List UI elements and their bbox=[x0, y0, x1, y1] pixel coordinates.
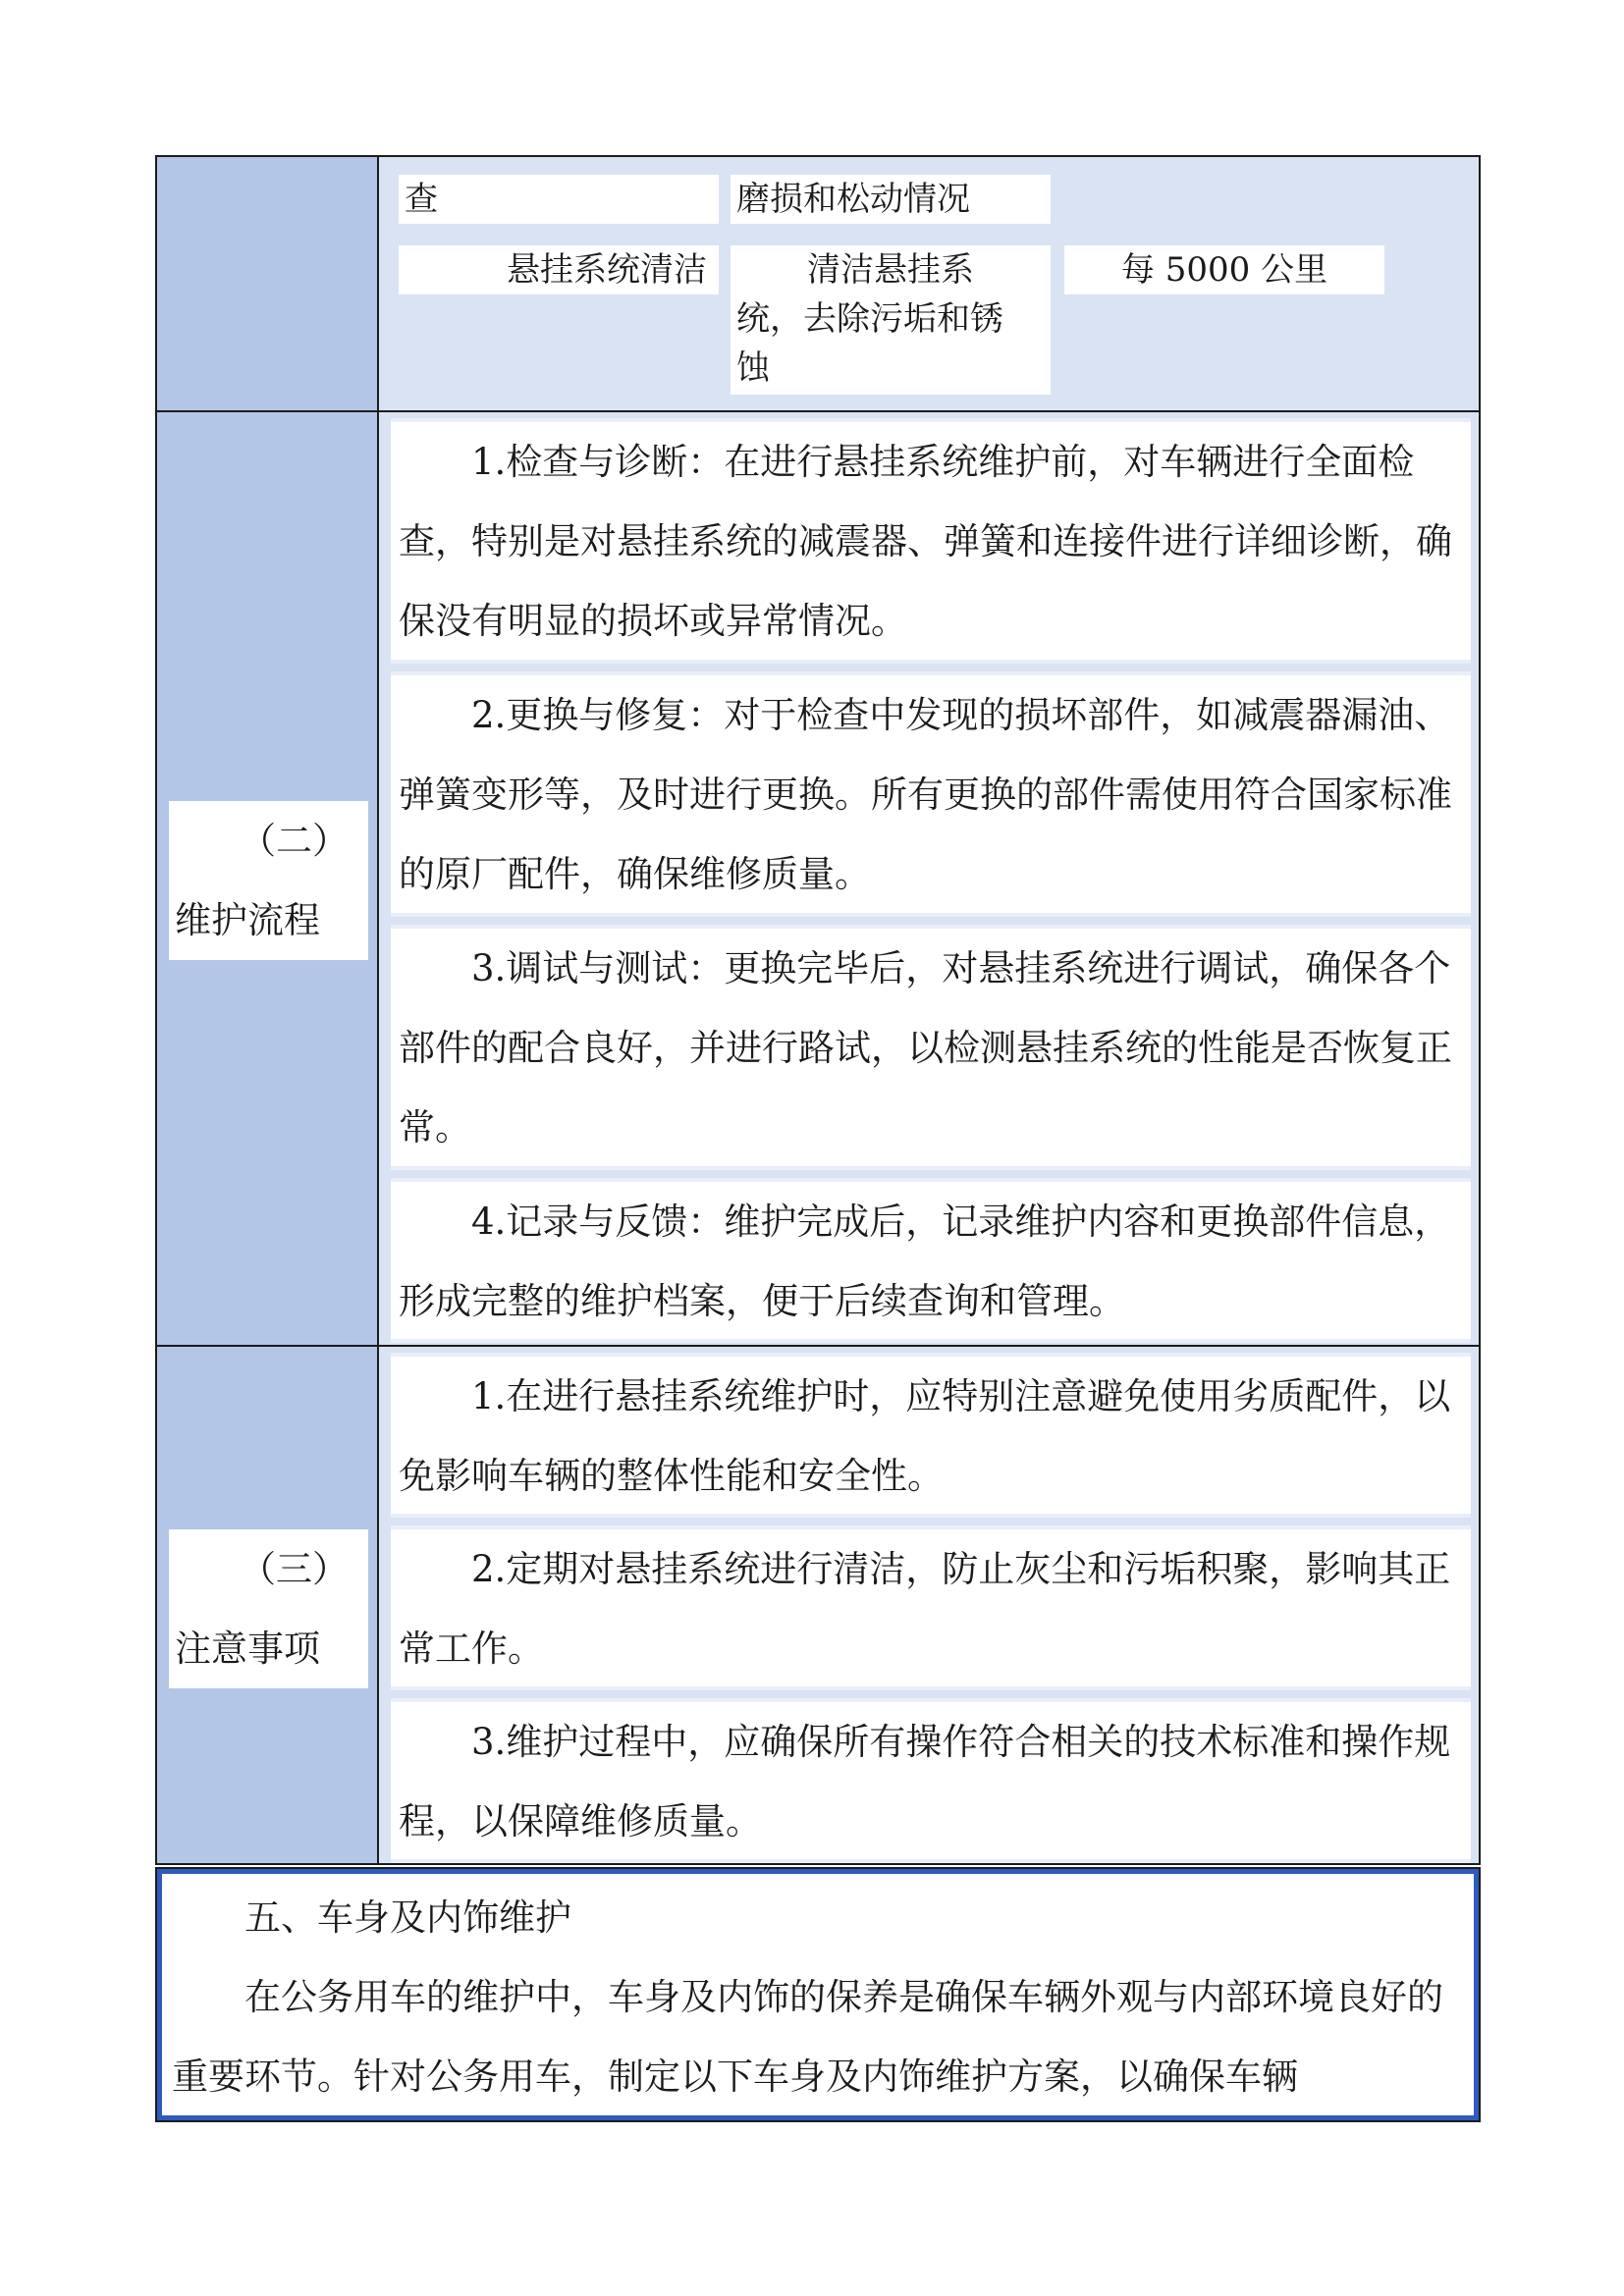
row-divider bbox=[157, 410, 1479, 412]
item-cell-suspension-cleaning: 悬挂系统清洁 bbox=[399, 245, 719, 294]
section-heading: 五、车身及内饰维护 bbox=[244, 1896, 571, 1939]
note-item: 2.定期对悬挂系统进行清洁，防止灰尘和污垢积聚，影响其正常工作。 bbox=[391, 1525, 1471, 1690]
section-five-box bbox=[157, 1869, 1479, 2120]
section-number: （二） bbox=[240, 820, 349, 862]
note-item: 3.维护过程中，应确保所有操作符合相关的技术标准和操作规程，以保障维修质量。 bbox=[391, 1698, 1471, 1863]
content-cell-suspension-cleaning: 清洁悬挂系 统，去除污垢和锈 蚀 bbox=[731, 245, 1051, 395]
process-step: 4.记录与反馈：维护完成后，记录维护内容和更换部件信息，形成完整的维护档案，便于后续查询和管理。 bbox=[391, 1178, 1471, 1343]
note-item: 1.在进行悬挂系统维护时，应特别注意避免使用劣质配件，以免影响车辆的整体性能和安全性。 bbox=[391, 1353, 1471, 1518]
row-divider bbox=[157, 1345, 1479, 1347]
cycle-cell-suspension-cleaning: 每 5000 公里 bbox=[1064, 245, 1384, 294]
process-step: 1.检查与诊断：在进行悬挂系统维护前，对车辆进行全面检查，特别是对悬挂系统的减震器、弹簧和连接件进行详细诊断，确保没有明显的损坏或异常情况。 bbox=[391, 418, 1471, 664]
section-intro: 在公务用车的维护中，车身及内饰的保养是确保车辆外观与内部环境良好的重要环节。针对公务用车，制定以下车身及内饰维护方案，以确保车辆 bbox=[172, 1976, 1443, 2098]
section-title: 注意事项 bbox=[175, 1628, 320, 1670]
maintenance-table bbox=[155, 155, 1481, 1865]
notes-section-label bbox=[169, 1529, 368, 1688]
content-cell-continued: 磨损和松动情况 bbox=[731, 175, 1051, 224]
process-section-label bbox=[169, 801, 368, 960]
section-number: （三） bbox=[240, 1548, 349, 1590]
section-title: 维护流程 bbox=[175, 899, 320, 941]
process-step: 2.更换与修复：对于检查中发现的损坏部件，如减震器漏油、弹簧变形等，及时进行更换。所有更换的部件需使用符合国家标准的原厂配件，确保维修质量。 bbox=[391, 671, 1471, 917]
item-cell-continued: 查 bbox=[399, 175, 719, 224]
process-step: 3.调试与测试：更换完毕后，对悬挂系统进行调试，确保各个部件的配合良好，并进行路试，以检测悬挂系统的性能是否恢复正常。 bbox=[391, 925, 1471, 1170]
